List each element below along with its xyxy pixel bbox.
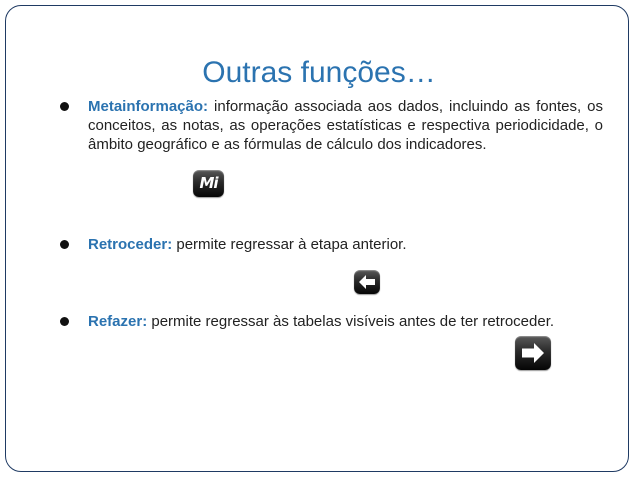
bullet-dot-icon [60, 317, 69, 326]
bullet-text [88, 235, 603, 254]
slide-title: Outras funções… [202, 56, 436, 89]
metainformation-icon[interactable] [193, 170, 224, 197]
bullet-retroceder [68, 235, 603, 254]
bullet-text [88, 97, 603, 154]
bullet-refazer [68, 312, 603, 331]
bullet-term: Metainformação: [88, 98, 209, 115]
bullet-term: Retroceder: [88, 236, 173, 253]
forward-arrow-icon[interactable] [515, 336, 551, 370]
bullet-text [88, 312, 603, 331]
back-arrow-icon[interactable] [354, 270, 380, 294]
metainformation-icon-label: Mi [199, 174, 218, 192]
bullet-dot-icon [60, 102, 69, 111]
bullet-term: Refazer: [88, 313, 148, 330]
bullet-description: informação associada aos dados, incluindo as fontes, os conceitos, as notas, as operações estatísticas e respectiva periodicidade, o âmbito geográfico e as fórmulas de cálculo dos indicadores. [88, 98, 603, 153]
bullet-dot-icon [60, 240, 69, 249]
bullet-description: permite regressar à etapa anterior. [172, 236, 407, 253]
bullet-description: permite regressar às tabelas visíveis antes de ter retroceder. [147, 313, 555, 330]
bullet-metainformacao [68, 97, 603, 154]
